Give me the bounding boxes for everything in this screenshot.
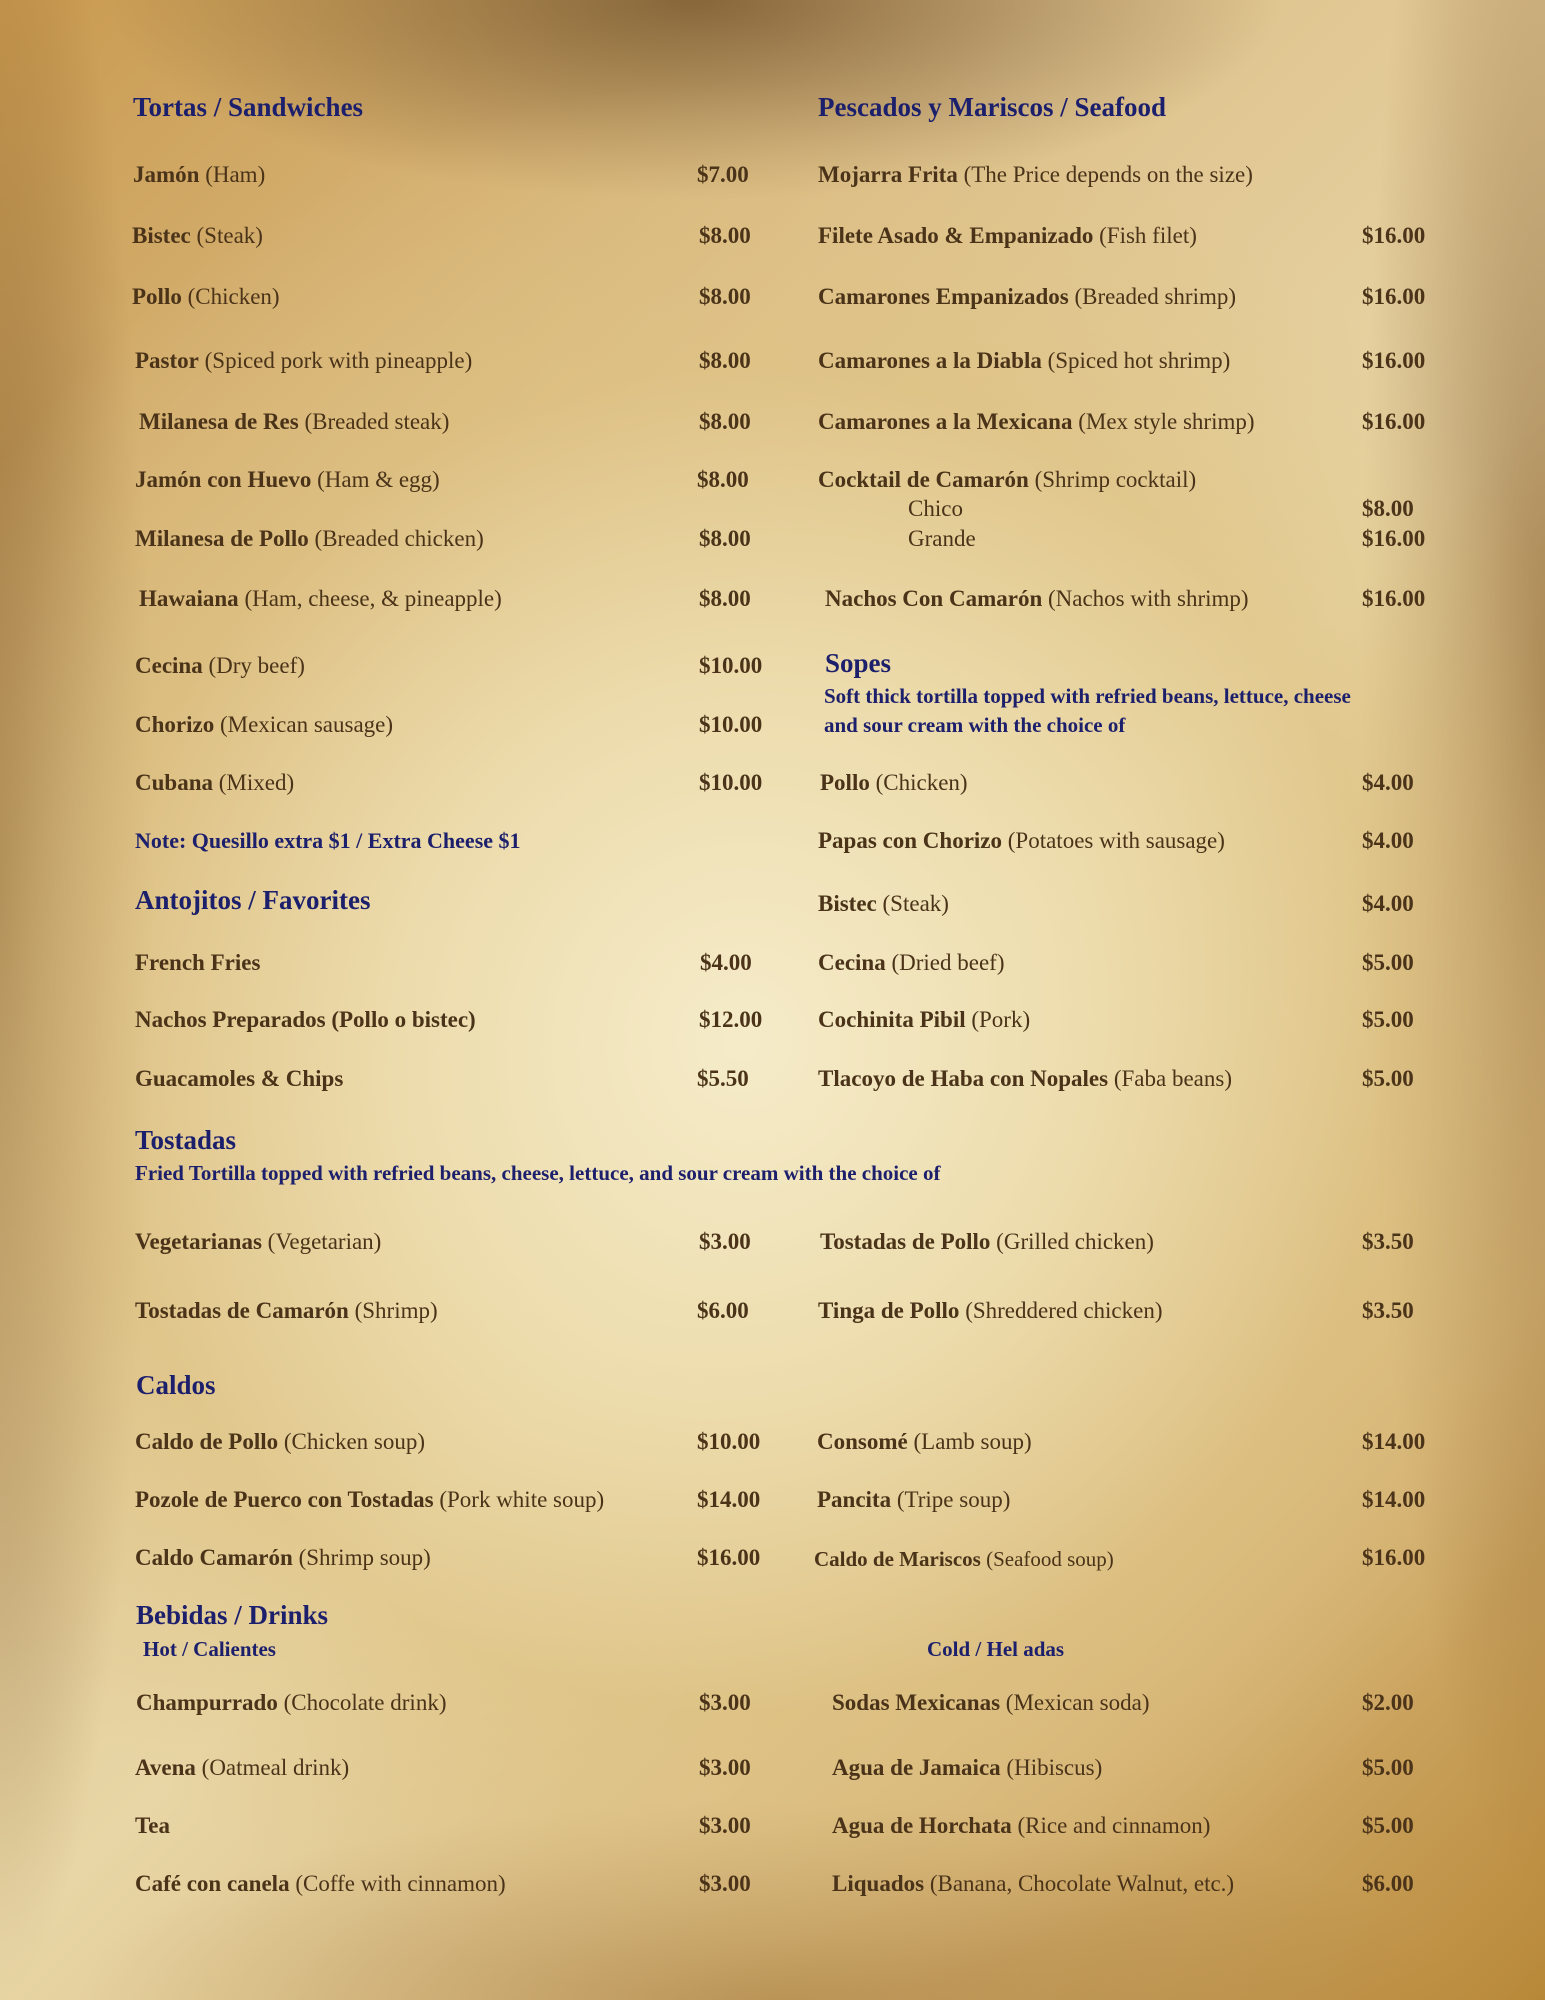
item-name: Avena: [135, 1755, 196, 1780]
item-desc: (The Price depends on the size): [957, 162, 1253, 187]
item-desc: (Pork): [965, 1007, 1031, 1032]
item-desc: (Faba beans): [1108, 1066, 1232, 1091]
item-desc: (Chocolate drink): [277, 1690, 447, 1715]
item-price: $16.00: [1362, 586, 1426, 611]
item-desc: (Spiced pork with pineapple): [198, 348, 473, 373]
seafood-title: Pescados y Mariscos / Seafood: [818, 92, 1166, 122]
item-price: $10.00: [699, 712, 763, 737]
item-desc: (Oatmeal drink): [195, 1755, 350, 1780]
item-price: $10.00: [697, 1429, 761, 1454]
item-price: $8.00: [699, 409, 751, 434]
item-price: $6.00: [1362, 1871, 1414, 1896]
item-name: Tostadas de Camarón: [135, 1298, 349, 1323]
item-name: Agua de Jamaica: [832, 1755, 1001, 1780]
item-name: Caldo de Mariscos: [814, 1547, 981, 1571]
item-name: Camarones Empanizados: [818, 284, 1069, 309]
item-desc: (Mixed): [212, 770, 295, 795]
item-desc: (Ham): [199, 162, 266, 187]
menu-item: [139, 409, 449, 435]
menu-item: [135, 1755, 349, 1781]
item-price: $8.00: [697, 467, 749, 492]
item-desc: (Ham & egg): [311, 467, 440, 492]
item-name: Bistec: [132, 223, 191, 248]
menu-item: [818, 828, 1225, 854]
item-price: $12.00: [699, 1007, 763, 1032]
item-desc: (Chicken soup): [278, 1429, 426, 1454]
item-desc: (Potatoes with sausage): [1002, 828, 1225, 853]
item-price: $3.00: [699, 1755, 751, 1780]
item-desc: (Dry beef): [202, 653, 305, 678]
menu-item: [135, 1487, 604, 1513]
sopes-title: Sopes: [825, 648, 892, 678]
cold-title: Cold / Hel adas: [927, 1637, 1065, 1661]
item-desc: (Grilled chicken): [990, 1229, 1154, 1254]
menu-item: [135, 1813, 170, 1839]
item-price: $5.00: [1362, 950, 1414, 975]
menu-item: [133, 162, 265, 188]
item-price: $3.50: [1362, 1298, 1414, 1323]
item-name: Papas con Chorizo: [818, 828, 1002, 853]
tortas-title: Tortas / Sandwiches: [133, 92, 364, 122]
item-name: Vegetarianas: [135, 1229, 262, 1254]
item-desc: (Mexican soda): [1000, 1690, 1150, 1715]
item-name: Pancita: [817, 1487, 892, 1512]
tostadas-title: Tostadas: [135, 1125, 237, 1155]
item-desc: (Dried beef): [885, 950, 1005, 975]
item-name: Hawaiana: [139, 586, 239, 611]
sopes-subtitle: Soft thick tortilla topped with refried beans, lettuce, cheese and sour cream with the choice of: [824, 684, 1351, 737]
item-price: $5.00: [1362, 1066, 1414, 1091]
item-desc: (Rice and cinnamon): [1011, 1813, 1211, 1838]
menu-item: [135, 1871, 506, 1897]
item-price: $6.00: [697, 1298, 749, 1323]
item-desc: (Tripe soup): [891, 1487, 1011, 1512]
item-desc: (Steak): [876, 891, 949, 916]
item-price: $5.50: [697, 1066, 749, 1091]
item-price: $8.00: [699, 586, 751, 611]
item-desc: (Hibiscus): [1000, 1755, 1103, 1780]
item-name: Bistec: [818, 891, 877, 916]
item-name: Cocktail de Camarón: [818, 467, 1029, 492]
menu-item: [132, 223, 263, 249]
menu-item: [136, 1690, 446, 1716]
item-desc: (Fish filet): [1093, 223, 1197, 248]
item-price: $8.00: [699, 223, 751, 248]
menu-item: [818, 1066, 1232, 1092]
item-price: $14.00: [697, 1487, 761, 1512]
item-name: Cochinita Pibil: [818, 1007, 966, 1032]
item-name: Cecina: [135, 653, 203, 678]
item-price: $14.00: [1362, 1429, 1426, 1454]
item-price: $5.00: [1362, 1755, 1414, 1780]
menu-item: [135, 1007, 476, 1033]
item-name: Tea: [135, 1813, 170, 1838]
item-price: $4.00: [1362, 828, 1414, 853]
item-desc: (Pork white soup): [433, 1487, 605, 1512]
item-desc: (Nachos with shrimp): [1042, 586, 1249, 611]
item-name: Pastor: [135, 348, 199, 373]
item-name: Tostadas de Pollo: [820, 1229, 991, 1254]
menu-item: [817, 1429, 1032, 1455]
item-price: $8.00: [699, 348, 751, 373]
menu-item: [135, 1229, 381, 1255]
item-price: $10.00: [699, 770, 763, 795]
item-desc: (Seafood soup): [980, 1547, 1114, 1571]
item-price: $8.00: [699, 284, 751, 309]
menu-item: [820, 1229, 1154, 1255]
item-name: Pozole de Puerco con Tostadas: [135, 1487, 434, 1512]
menu-item: [135, 1545, 431, 1571]
item-price: $16.00: [1362, 348, 1426, 373]
item-price: $3.00: [699, 1690, 751, 1715]
menu-item: [135, 348, 472, 374]
menu-item: [818, 891, 949, 917]
item-desc: (Shreddered chicken): [959, 1298, 1163, 1323]
item-desc: (Spiced hot shrimp): [1041, 348, 1231, 373]
item-price: $3.00: [699, 1229, 751, 1254]
menu-item: [820, 770, 968, 796]
item-desc: (Mex style shrimp): [1072, 409, 1255, 434]
menu-item: [135, 526, 484, 552]
antojitos-title: Antojitos / Favorites: [135, 885, 371, 915]
item-desc: (Mexican sausage): [214, 712, 394, 737]
menu-item: [832, 1755, 1102, 1781]
item-price: $4.00: [700, 950, 752, 975]
item-desc: (Breaded steak): [298, 409, 450, 434]
menu-item: [818, 467, 1196, 493]
item-name: Jamón con Huevo: [135, 467, 312, 492]
item-desc: (Chicken): [869, 770, 968, 795]
menu-item: [135, 770, 294, 796]
menu-item: [825, 586, 1249, 612]
item-name: Liquados: [832, 1871, 925, 1896]
menu-item: [135, 712, 393, 738]
item-name: Caldo de Pollo: [135, 1429, 279, 1454]
item-price: $10.00: [699, 653, 763, 678]
menu-item: [818, 348, 1230, 374]
item-desc: (Vegetarian): [261, 1229, 382, 1254]
item-price: $8.00: [699, 526, 751, 551]
item-price: $3.00: [699, 1871, 751, 1896]
item-name: Nachos Preparados (Pollo o bistec): [135, 1007, 476, 1032]
item-price: $5.00: [1362, 1813, 1414, 1838]
item-desc: (Steak): [190, 223, 263, 248]
item-name: Sodas Mexicanas: [832, 1690, 1001, 1715]
item-name: Pollo: [132, 284, 182, 309]
menu-item: [135, 1429, 425, 1455]
item-desc: (Shrimp soup): [292, 1545, 431, 1570]
item-desc: (Shrimp): [348, 1298, 438, 1323]
item-desc: (Chicken): [181, 284, 280, 309]
item-desc: (Ham, cheese, & pineapple): [238, 586, 502, 611]
hot-title: Hot / Calientes: [143, 1637, 276, 1661]
item-name: Cubana: [135, 770, 213, 795]
menu-item: [135, 1066, 343, 1092]
tostadas-subtitle: Fried Tortilla topped with refried beans, cheese, lettuce, and sour cream with the choice of: [135, 1161, 941, 1185]
item-price: $4.00: [1362, 770, 1414, 795]
item-price: $3.00: [699, 1813, 751, 1838]
size-label: Grande: [908, 526, 976, 551]
item-name: Consomé: [817, 1429, 908, 1454]
menu-item: [132, 284, 280, 310]
item-price: $16.00: [1362, 284, 1426, 309]
item-desc: (Banana, Chocolate Walnut, etc.): [924, 1871, 1235, 1896]
size-label: Chico: [908, 496, 963, 521]
item-price: $4.00: [1362, 891, 1414, 916]
item-name: Champurrado: [136, 1690, 278, 1715]
menu-item: [135, 1298, 438, 1324]
item-price: $14.00: [1362, 1487, 1426, 1512]
item-name: Tinga de Pollo: [818, 1298, 960, 1323]
item-name: Pollo: [820, 770, 870, 795]
item-price: $16.00: [1362, 1545, 1426, 1570]
size-price: $16.00: [1362, 526, 1426, 551]
menu-item: [832, 1813, 1210, 1839]
item-name: Milanesa de Pollo: [135, 526, 309, 551]
menu-item: [818, 950, 1004, 976]
item-price: $5.00: [1362, 1007, 1414, 1032]
item-name: Mojarra Frita: [818, 162, 958, 187]
item-name: Nachos Con Camarón: [825, 586, 1043, 611]
item-desc: (Breaded shrimp): [1068, 284, 1237, 309]
menu-item: [135, 467, 440, 493]
caldos-title: Caldos: [136, 1370, 216, 1400]
menu-item: [818, 162, 1253, 188]
menu-item: [818, 1298, 1163, 1324]
item-price: $16.00: [697, 1545, 761, 1570]
item-price: $16.00: [1362, 409, 1426, 434]
item-price: $16.00: [1362, 223, 1426, 248]
item-desc: (Lamb soup): [907, 1429, 1032, 1454]
item-name: Camarones a la Mexicana: [818, 409, 1073, 434]
menu-item: [818, 284, 1236, 310]
menu-item: [818, 1007, 1030, 1033]
tortas-note: Note: Quesillo extra $1 / Extra Cheese $1: [135, 828, 521, 853]
size-price: $8.00: [1362, 496, 1414, 521]
menu-item: [135, 950, 260, 976]
item-name: Tlacoyo de Haba con Nopales: [818, 1066, 1109, 1091]
menu-item: [832, 1871, 1234, 1897]
item-desc: (Coffe with cinnamon): [289, 1871, 506, 1896]
item-name: Cecina: [818, 950, 886, 975]
item-price: $3.50: [1362, 1229, 1414, 1254]
menu-item: [818, 409, 1255, 435]
bebidas-title: Bebidas / Drinks: [136, 1600, 329, 1630]
item-price: $7.00: [697, 162, 749, 187]
item-name: Jamón: [133, 162, 200, 187]
item-name: Filete Asado & Empanizado: [818, 223, 1094, 248]
item-name: Caldo Camarón: [135, 1545, 293, 1570]
menu-item: [139, 586, 502, 612]
item-name: Milanesa de Res: [139, 409, 299, 434]
menu-item: [814, 1547, 1114, 1572]
menu-item: [832, 1690, 1150, 1716]
item-desc: (Shrimp cocktail): [1028, 467, 1197, 492]
item-name: Agua de Horchata: [832, 1813, 1012, 1838]
item-desc: (Breaded chicken): [308, 526, 484, 551]
menu-item: [818, 223, 1197, 249]
item-name: French Fries: [135, 950, 261, 975]
menu-item: [817, 1487, 1010, 1513]
item-name: Café con canela: [135, 1871, 290, 1896]
item-name: Camarones a la Diabla: [818, 348, 1042, 373]
item-name: Guacamoles & Chips: [135, 1066, 344, 1091]
item-price: $2.00: [1362, 1690, 1414, 1715]
item-name: Chorizo: [135, 712, 215, 737]
menu-item: [135, 653, 305, 679]
